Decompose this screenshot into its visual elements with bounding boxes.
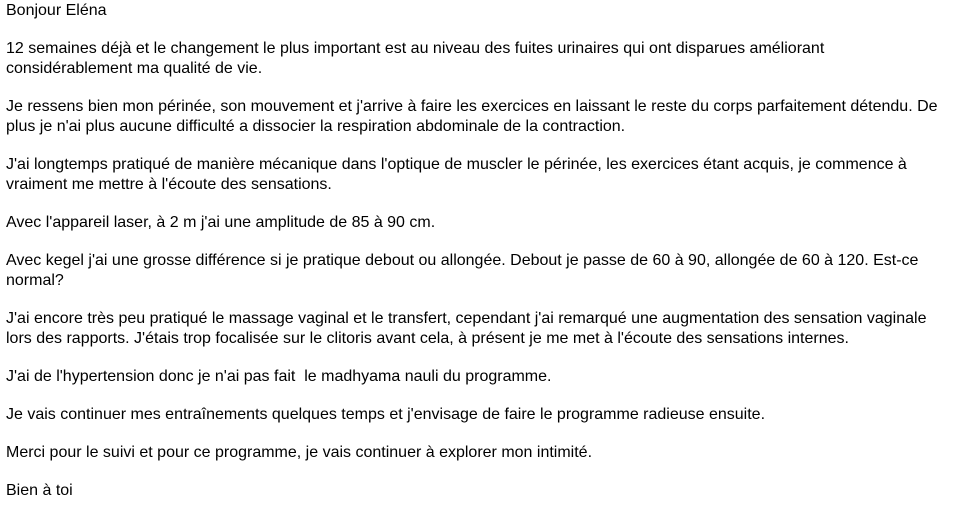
paragraph-next-steps: Je vais continuer mes entraînements quelques temps et j'envisage de faire le programme radieuse ensuite. — [6, 406, 766, 423]
paragraph-hypertension: J'ai de l'hypertension donc je n'ai pas fait le madhyama nauli du programme. — [6, 368, 552, 385]
greeting-line: Bonjour Eléna — [6, 2, 107, 19]
paragraph-massage: J'ai encore très peu pratiqué le massage vaginal et le transfert, cependant j'ai remarqué une augmentation des sensation vaginale lors des rapports. J'étais trop focalisée sur le clitoris avant cela, à présent je me met à l'écoute des sensations internes. — [6, 310, 931, 347]
paragraph-thanks: Merci pour le suivi et pour ce programme, je vais continuer à explorer mon intimité. — [6, 444, 593, 461]
paragraph-results: 12 semaines déjà et le changement le plus important est au niveau des fuites urinaires qui ont disparues améliorant considérablement ma qualité de vie. — [6, 40, 829, 77]
paragraph-laser: Avec l'appareil laser, à 2 m j'ai une amplitude de 85 à 90 cm. — [6, 214, 436, 231]
paragraph-perinee: Je ressens bien mon périnée, son mouvement et j'arrive à faire les exercices en laissant le reste du corps parfaitement détendu. De plus je n'ai plus aucune difficulté a dissocier la respiration abdominale de la contraction. — [6, 98, 942, 135]
paragraph-kegel: Avec kegel j'ai une grosse différence si je pratique debout ou allongée. Debout je passe de 60 à 90, allongée de 60 à 120. Est-ce normal? — [6, 252, 923, 289]
paragraph-practice: J'ai longtemps pratiqué de manière mécanique dans l'optique de muscler le périnée, les exercices étant acquis, je commence à vraiment me mettre à l'écoute des sensations. — [6, 156, 912, 193]
closing-line: Bien à toi — [6, 482, 73, 499]
message-body — [6, 0, 951, 501]
